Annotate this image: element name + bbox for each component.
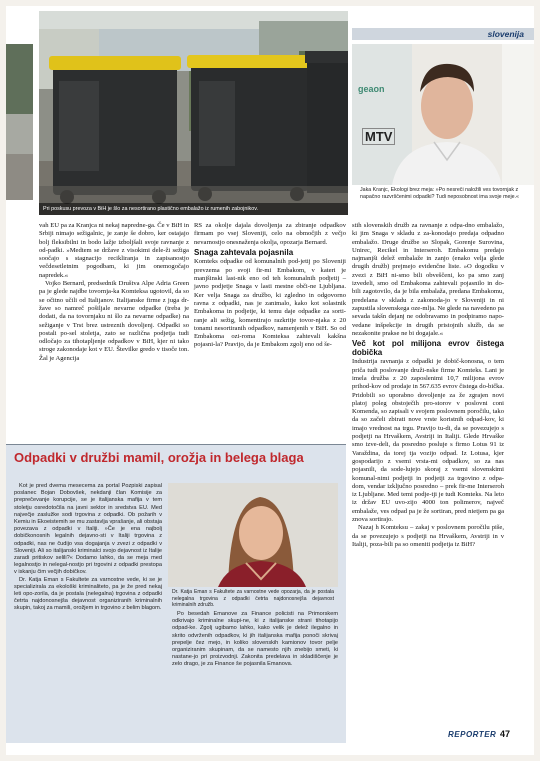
article-paragraph: stih slovenskih družb za ravnanje z odpa-dno embalažo, ki jim Snaga v skladu z za-konodajo predaja odpadno embalažo. Druge družbe so Slopak, Gorenje Surovina, Unirec, Recikel in Interseroh. Embakomu predajo najmanjši delež embalaže in zanjo (enako velja glede drugih družb) prejmejo evidenčne liste. »O dogodku v zvezi z BiH ni-smo bili obveščeni, ko pa smo zanj izvedeli, smo od Embakoma zahtevali pojasnilo in do-bili zagotovilo, da je bila embalaža, predana Embakomu, predelana v skladu z zakonoda-jo v Sloveniji in ni zapustila slovenskega oze-mlja. Ne glede na navedeno pa sevada takšn dejanj ne odobravamo in podpiramo napo-vedane inšpekcije in drugih pristojnih služb, da se nezakonite prakse ne bi dogajale.« — [352, 222, 504, 337]
kranjc-caption: Jaka Kranjc, Ekologi brez meja: »Po nesreči naložili ves tovornjak z napačno razvrščenimi odpadki? Tudi neposobnost ima svoje meje.« — [360, 187, 519, 200]
article-paragraph: Nazaj h Komteksu – zakaj v poslovnem poročilu piše, da se povezujejo s podjetji na Hrvaškem, Avstriji in v Italiji, poza-bili pa so omeniti podjetja iz BiH? — [352, 524, 504, 548]
bins-photo — [39, 11, 348, 215]
page-number: 47 — [500, 729, 511, 739]
box-paragraph: Po besedah Emanove za Finance policisti na Primorskem odkrivajo kriminalne skupi-ne, ki z italijanske strani tihotapijo odpad-ke. Zgolj ugibamo lahko, kako velik je delež ilegalno in skrito odvrženih odpadkov, ki jih italijanska mafija ponoči skrivaj prepelje čez mejo, in koliko slovenskih kamionov tovor pelje organiziranim skupinam, da se namesto njih znebijo smeti, ki nastane-jo pri proizvodnji. Zakonita predelava in skladiščenje je zelo drago, je za Finance še pojasnila Emanova. — [172, 611, 338, 668]
section-header — [352, 28, 534, 40]
article-paragraph: Industrija ravnanja z odpadki je dobič-konosna, o tem priča tudi poslovanje druži-nske firme Komteks. Lani je imela družba z 20 zaposlenimi 10,7 milijona evrov prihod-kov od prodaje in 567.635 evrov čistega do-bička. Pridobili so uporabno dovoljenje za že zgrajen novi platoj poleg obstoječih pro-storov v poslovni coni Komenda, so zapisali v svojem poslovnem poročilu, tako da so začeli zbirati nove vrste koristnih odpad-kov, ki imajo vrednost na trgu. Pravijo tu-di, da se povezujejo s podjetji na Hrvaškem, Avstriji in Italiji. Glede Hrvaške smo izve-deli, da posredno posluje s firmo Lotus 91 iz Varaždina, da torej tja vozijo odpad. Iz Lotusa, kjer gospodarijo z vsemi vrsta-mi odpadkov, so za nas pojasnili, da sode-lujejo skoraj z vsemi slovenskimi komunal-nimi podjetji in podjetji za trgovino z odpa-dom, vendar izključno posredno – prek fir-me Interseroh iz Ljubljane. Med temi podje-tji je tudi Komteks. Na leto iz držav EU uvo-zijo 4000 ton polimerov, največ embalaže, ves odpad pa je že sortiran, pred nietjem pa ga znova sortirajo. — [352, 358, 504, 523]
article-column-1 — [39, 222, 189, 363]
article-paragraph: Vojko Bernard, predsednik Društva Alpe Adria Green pa je glede najdbe tovornja-ka Komteksa ugotovil, da so se očitno učili od Italijanov. Italijanske firme z juga dr-žave so namreč pošiljale nevarne odpadke (treba je dodati, da na tovornjaku ni šlo za nevarne odpadke) na sežiganje v Trst brez ustreznih dovoljenj. Odpadki so postali po-sel stoletja, zato se različna podjetja tudi odločajo za tihotapljenje odpadkov v BiH, kjer ni tako stroge zakonodaje kot v EU. Številke gredo v tisoče ton. Žal je Agencija — [39, 280, 189, 362]
article-column-3 — [352, 222, 504, 549]
box-column-2 — [172, 611, 338, 669]
left-strip-image — [6, 44, 33, 200]
logo-sign: geaon — [358, 84, 385, 94]
bins-illustration — [39, 11, 348, 215]
eman-photo — [168, 483, 338, 587]
article-paragraph: vah EU pa za Kranjca ni nekaj napredne-ga. Če v BiH in Srbiji nimajo sežigalnic, je zanje še dobro, ker ostajajo bolj fleksibilni in bodo lažje izboljšali svoje ravnanje z od-padki. »Medtem se države z visokimi dele-ži sežiga soočajo s stagnacijo recikliranja in zapisanostjo večdesetletnim pogodbam, ki jim onemogočajo napredek.« — [39, 222, 189, 279]
article-paragraph: Komteks odpadke od komunalnih pod-jetij po Sloveniji prevzema po svoji fir-mi Embakom, v kateri je manjšinski last-nik eno od teh komunalnih podjetij – javno podjetje Snaga v lasti mestne obči-ne Ljubljana. Ker velja Snaga za družbo, ki zgledno in odgovorno ravna z odpadki, nas je zanimalo, kako kot solastnik Embakoma in podjetje, ki temu daje odpadke za sorti-ranje ali sežig, komentirajo razkritje tovor-njaka z 20 tonami nesortiranih odpadkov, namenjenih v BiH. So od Embakoma ozi-roma Komteksa zahtevali kakšna pojasni-la? Pravijo, da je Embakom zgolj eno od še- — [194, 258, 346, 349]
box-title: Odpadki v družbi mamil, orožja in belega blaga — [14, 450, 304, 465]
eman-portrait — [168, 483, 338, 587]
section-label: slovenija — [487, 29, 524, 39]
box-column-1 — [14, 483, 162, 613]
article-paragraph: RS za okolje dajala dovoljenja za zbiranje odpadkov firmam po vsej Sloveniji, celo na območjih z večjo nevarnostjo onesnaženja okolja, opozarja Bernard. — [194, 222, 346, 246]
subheading: Snaga zahtevala pojasnila — [194, 247, 294, 257]
article-column-2 — [194, 222, 346, 350]
magazine-page — [6, 6, 534, 755]
eman-caption: Dr. Katja Eman s Fakultete za varnostne vede opozarja, da je postala nelegalna trgovina z odpadki četrta najdonosnejša dejavnost kriminalnih združb. — [172, 589, 334, 608]
bins-photo-caption: Pri poskusu prevoza v BiH je šlo za nesortirano plastično embalažo iz rumenih zabojnikov. — [39, 203, 348, 215]
sidebar-box — [6, 444, 346, 743]
kranjc-portrait — [352, 44, 534, 185]
publication-logo: REPORTER — [448, 730, 497, 739]
kranjc-photo — [352, 44, 534, 185]
subheading: Več kot pol milijona evrov čistega dobička — [352, 339, 504, 357]
left-strip-photo — [6, 44, 33, 200]
box-paragraph: Kot je pred dvema mesecema za portal Pozpiski zapisal poslanec Bojan Dobovšek, nekdanji član Komisije za preprečevanje korupcije, se je italijanska mafija v tem stoletju osredotočila na javni sektor in sredstva EU. Med največje zaslužke sodi trgovina z odpadki. Ob požarih v Kemiu in Ekoeistemih se mu zastavlja vprašanje, ali obstaja povezava z odpadki v Italiji. »Če je ena najbolj dobičkonosnih legalnih dejavno-sti v Italiji trgovina z odpadki, nas ne čudijo vsa dogajanja v zvezi z odpadki v Sloveniji. Ali so italijanski kriminalci svojo dejavnost iz Italije zaradi pritiskov selili?« Dodamo lahko, da se meja med legalnostjo in nelegal-nostjo pri trgovini z odpadki prestopa v iskanju čim večjih dobičkov. — [14, 483, 162, 576]
mtv-sign: MTV — [362, 128, 395, 145]
box-paragraph: Dr. Katja Eman s Fakultete za varnostne vede, ki se je specializirala za ekološki kriminaliteto, pa je že pred nekaj leti opo-zorila, da je postala (nelegalna) trgovina z odpadki četrta najdonosnejša dejavnost organiziranih kriminalnih skupin, takoj za mamili, orožjem in trgovino z belim blagom. — [14, 576, 162, 612]
